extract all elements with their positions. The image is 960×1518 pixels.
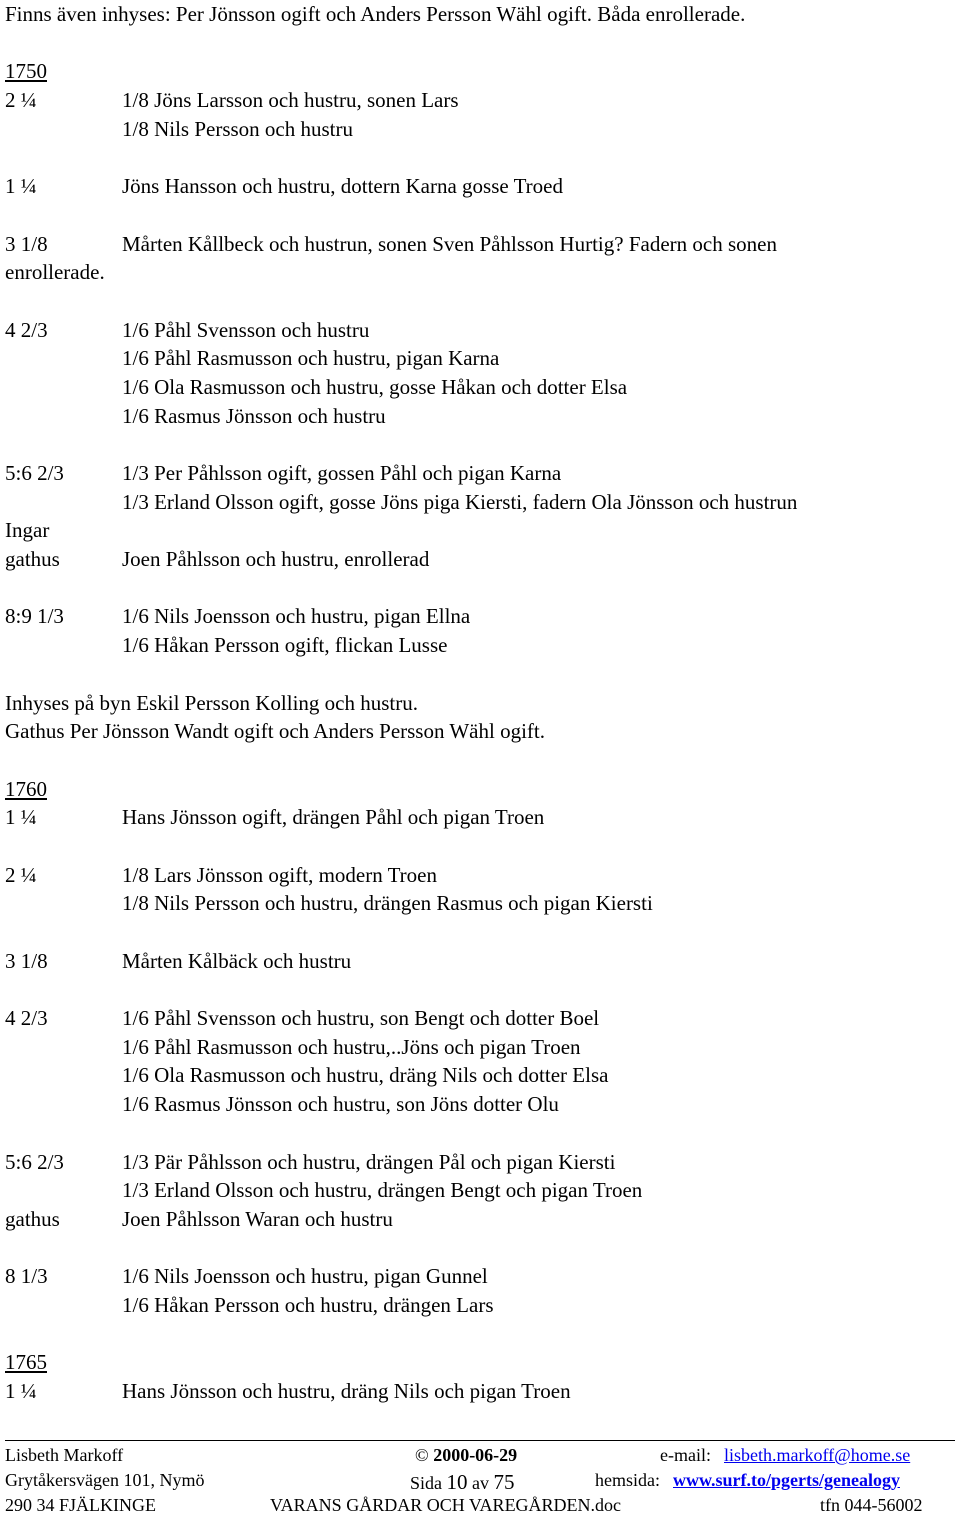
footer-page-info: Sida 10 av 75 xyxy=(410,1470,515,1494)
page-footer xyxy=(5,1440,955,1516)
entry-row: 1/3 Erland Olsson ogift, gosse Jöns piga Kiersti, fadern Ola Jönsson och hustrun xyxy=(122,489,798,514)
year-heading-1760: 1760 xyxy=(5,776,47,801)
entry-row: 1 ¼ Jöns Hansson och hustru, dottern Karna gosse Troed xyxy=(5,174,563,199)
email-link[interactable]: lisbeth.markoff@home.se xyxy=(724,1445,911,1465)
page-total: 75 xyxy=(493,1470,515,1494)
entry-row: 5:6 2/3 1/3 Pär Påhlsson och hustru, drängen Pål och pigan Kiersti xyxy=(5,1149,616,1174)
entry-row: 1/8 Nils Persson och hustru, drängen Rasmus och pigan Kiersti xyxy=(122,891,653,916)
entry-row: 8 1/3 1/6 Nils Joensson och hustru, pigan Gunnel xyxy=(5,1264,488,1289)
intro-line xyxy=(5,0,955,29)
footer-phone: tfn 044-56002 xyxy=(820,1495,923,1515)
year-heading-1765: 1765 xyxy=(5,1350,47,1375)
footer-author: Lisbeth Markoff xyxy=(5,1445,124,1465)
entry-row: 1/6 Ola Rasmusson och hustru, gosse Håkan och dotter Elsa xyxy=(122,374,628,399)
entry-row: 1/3 Erland Olsson och hustru, drängen Bengt och pigan Troen xyxy=(122,1178,643,1203)
gathus-line: Gathus Per Jönsson Wandt ogift och Anders Persson Wähl ogift. xyxy=(5,719,545,744)
entry-row: 1/8 Nils Persson och hustru xyxy=(122,116,353,141)
entry-row: 5:6 2/3 1/3 Per Påhlsson ogift, gossen Påhl och pigan Karna xyxy=(5,461,562,485)
entry-row: 1 ¼ Hans Jönsson ogift, drängen Påhl och pigan Troen xyxy=(5,805,545,830)
entry-row: Ingar xyxy=(5,518,50,543)
entry-row: 2 ¼ 1/8 Lars Jönsson ogift, modern Troen xyxy=(5,862,437,887)
entry-row: 3 1/8 Mårten Kållbeck och hustrun, sonen Sven Påhlsson Hurtig? Fadern och sonen xyxy=(5,231,777,256)
footer-address: Grytåkersvägen 101, Nymö xyxy=(5,1470,205,1490)
homepage-link[interactable]: www.surf.to/pgerts/genealogy xyxy=(673,1470,900,1490)
entry-row: 1/6 Ola Rasmusson och hustru, dräng Nils och dotter Elsa xyxy=(122,1063,609,1088)
entry-row: 3 1/8 Mårten Kålbäck och hustru xyxy=(5,948,352,973)
inhyses-line: Inhyses på byn Eskil Persson Kolling och hustru. xyxy=(5,690,418,715)
entry-row: 1/6 Påhl Rasmusson och hustru, pigan Karna xyxy=(122,346,500,371)
entry-row: 4 2/3 1/6 Påhl Svensson och hustru, son Bengt och dotter Boel xyxy=(5,1006,600,1031)
footer-date-group xyxy=(415,1445,517,1466)
footer-postal: 290 34 FJÄLKINGE xyxy=(5,1495,156,1515)
document-body xyxy=(5,0,955,1406)
entry-continuation: enrollerade. xyxy=(5,260,105,285)
entry-row: 2 ¼ 1/8 Jöns Larsson och hustru, sonen Lars xyxy=(5,88,459,113)
intro-text: Finns även inhyses: Per Jönsson ogift och Anders Persson Wähl ogift. Båda enrollerade. xyxy=(5,2,746,26)
entry-row: gathus Joen Påhlsson och hustru, enrollerad xyxy=(5,547,430,572)
entry-row: 1/6 Rasmus Jönsson och hustru xyxy=(122,403,386,428)
entry-row: 4 2/3 1/6 Påhl Svensson och hustru xyxy=(5,317,370,342)
entry-row: 1 ¼ Hans Jönsson och hustru, dräng Nils och pigan Troen xyxy=(5,1379,571,1403)
footer-docname: VARANS GÅRDAR OCH VAREGÅRDEN.doc xyxy=(270,1495,622,1515)
entry-row: 1/6 Håkan Persson ogift, flickan Lusse xyxy=(122,633,448,658)
page-number: 10 xyxy=(446,1470,468,1494)
footer-homepage-label: hemsida: xyxy=(595,1470,660,1490)
entry-row: 1/6 Påhl Rasmusson och hustru,..Jöns och pigan Troen xyxy=(122,1034,581,1059)
entry-row: 1/6 Håkan Persson och hustru, drängen Lars xyxy=(122,1292,494,1317)
entry-row: 8:9 1/3 1/6 Nils Joensson och hustru, pigan Ellna xyxy=(5,604,471,629)
footer-date: 2000-06-29 xyxy=(433,1445,518,1465)
year-heading-1750: 1750 xyxy=(5,59,47,84)
copyright-icon: © xyxy=(415,1445,429,1465)
entry-row: 1/6 Rasmus Jönsson och hustru, son Jöns dotter Olu xyxy=(122,1092,559,1117)
entry-row: gathus Joen Påhlsson Waran och hustru xyxy=(5,1206,393,1231)
footer-email-label: e-mail: xyxy=(660,1445,711,1465)
